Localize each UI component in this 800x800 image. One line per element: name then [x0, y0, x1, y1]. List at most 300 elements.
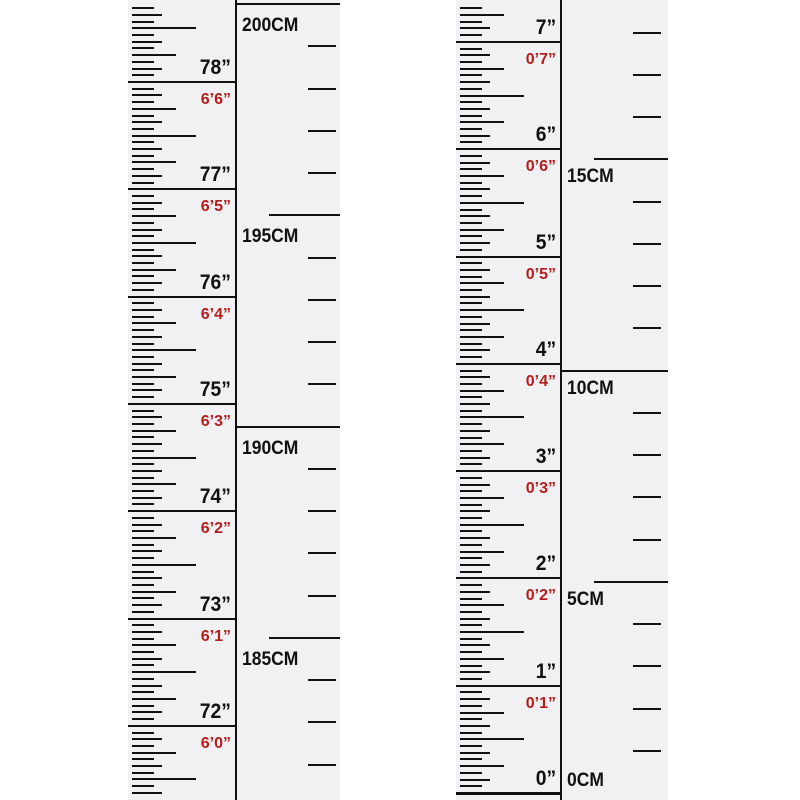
inch-tick — [132, 182, 154, 184]
cm-tick — [633, 243, 661, 245]
inch-tick — [132, 356, 154, 358]
inch-tick — [460, 738, 524, 740]
inch-tick — [132, 282, 162, 284]
inch-tick — [132, 309, 162, 311]
inch-tick — [460, 101, 482, 103]
inch-tick — [460, 302, 482, 304]
inch-tick — [132, 376, 176, 378]
inch-tick — [132, 745, 154, 747]
feet-label: 0’4” — [525, 372, 556, 390]
inch-tick — [460, 276, 482, 278]
inch-tick — [460, 282, 504, 284]
inch-tick — [460, 202, 524, 204]
right-ruler-center-line — [560, 0, 562, 800]
inch-tick — [132, 416, 162, 418]
inch-tick — [132, 571, 154, 573]
inch-tick — [132, 101, 154, 103]
inch-tick — [460, 457, 490, 459]
inch-tick — [460, 504, 482, 506]
zero-baseline — [456, 792, 560, 795]
cm-tick — [633, 454, 661, 456]
cm-major-tick — [269, 214, 340, 216]
inch-tick — [460, 530, 482, 532]
inch-tick — [132, 423, 154, 425]
cm-major-tick — [269, 637, 340, 639]
inch-tick — [460, 732, 482, 734]
inch-tick — [132, 685, 162, 687]
feet-label: 6’3” — [200, 412, 231, 430]
inch-tick — [132, 349, 196, 351]
inch-tick — [132, 517, 154, 519]
inch-tick — [132, 302, 154, 304]
inch-label: 7” — [535, 15, 556, 39]
inch-tick — [460, 624, 482, 626]
inch-tick — [128, 725, 235, 727]
inch-tick — [128, 296, 235, 298]
cm-label: 10CM — [567, 377, 614, 399]
inch-tick — [460, 557, 482, 559]
inch-tick — [132, 443, 162, 445]
inch-tick — [132, 229, 162, 231]
inch-tick — [132, 758, 154, 760]
inch-tick — [460, 168, 482, 170]
inch-tick — [456, 148, 560, 150]
inch-tick — [460, 477, 482, 479]
inch-tick — [132, 255, 162, 257]
inch-tick — [460, 209, 482, 211]
cm-tick — [633, 750, 661, 752]
inch-tick — [132, 108, 176, 110]
inch-tick — [132, 195, 154, 197]
cm-tick — [308, 172, 336, 174]
feet-label: 0’1” — [525, 694, 556, 712]
inch-tick — [460, 356, 482, 358]
inch-tick — [460, 772, 482, 774]
inch-tick — [460, 235, 482, 237]
inch-tick — [132, 792, 162, 794]
inch-tick — [460, 396, 482, 398]
inch-tick — [128, 81, 235, 83]
inch-label: 77” — [199, 163, 231, 187]
inch-tick — [132, 336, 162, 338]
inch-tick — [460, 631, 524, 633]
cm-tick — [633, 327, 661, 329]
inch-tick — [460, 135, 490, 137]
feet-label: 0’7” — [525, 50, 556, 68]
inch-tick — [132, 88, 154, 90]
cm-tick — [633, 201, 661, 203]
inch-tick — [132, 235, 154, 237]
inch-tick — [132, 410, 154, 412]
inch-tick — [132, 503, 154, 505]
inch-tick — [132, 369, 154, 371]
feet-label: 6’5” — [200, 198, 231, 216]
inch-tick — [460, 651, 482, 653]
inch-tick — [460, 658, 504, 660]
inch-tick — [460, 249, 482, 251]
cm-tick — [308, 764, 336, 766]
inch-tick — [132, 54, 176, 56]
cm-tick — [308, 383, 336, 385]
inch-tick — [132, 222, 154, 224]
inch-tick — [132, 564, 196, 566]
inch-tick — [128, 188, 235, 190]
inch-tick — [132, 94, 162, 96]
inch-label: 4” — [535, 337, 556, 361]
inch-tick — [460, 269, 490, 271]
inch-tick — [132, 316, 154, 318]
inch-tick — [460, 21, 482, 23]
inch-tick — [132, 61, 154, 63]
inch-tick — [460, 343, 482, 345]
inch-tick — [460, 564, 490, 566]
inch-tick — [460, 121, 504, 123]
inch-tick — [132, 202, 162, 204]
inch-tick — [460, 484, 490, 486]
inch-tick — [460, 289, 482, 291]
cm-tick — [308, 341, 336, 343]
inch-tick — [460, 551, 504, 553]
cm-tick — [308, 88, 336, 90]
inch-tick — [460, 430, 490, 432]
inch-tick — [132, 524, 162, 526]
inch-tick — [132, 611, 154, 613]
inch-tick — [460, 316, 482, 318]
inch-tick — [132, 765, 162, 767]
feet-label: 6’0” — [200, 734, 231, 752]
inch-tick — [132, 537, 176, 539]
inch-tick — [132, 47, 154, 49]
inch-tick — [460, 349, 490, 351]
inch-tick — [132, 289, 154, 291]
inch-tick — [456, 685, 560, 687]
inch-tick — [132, 631, 162, 633]
inch-tick — [132, 155, 154, 157]
inch-tick — [132, 591, 176, 593]
cm-label: 200CM — [242, 15, 299, 36]
inch-label: 74” — [199, 485, 231, 509]
inch-tick — [132, 208, 154, 210]
cm-label: 0CM — [567, 770, 604, 791]
inch-tick — [460, 437, 482, 439]
inch-tick — [460, 712, 504, 714]
inch-tick — [132, 778, 196, 780]
feet-label: 0’6” — [525, 158, 556, 176]
inch-label: 1” — [535, 659, 556, 683]
inch-tick — [460, 229, 504, 231]
inch-tick — [132, 161, 176, 163]
inch-tick — [132, 497, 162, 499]
inch-tick — [132, 450, 154, 452]
inch-tick — [132, 732, 154, 734]
inch-tick — [132, 34, 154, 36]
inch-tick — [460, 336, 504, 338]
inch-tick — [460, 390, 504, 392]
inch-tick — [132, 396, 154, 398]
inch-tick — [460, 162, 490, 164]
cm-tick — [633, 412, 661, 414]
inch-label: 78” — [199, 56, 231, 79]
inch-tick — [132, 430, 176, 432]
inch-tick — [460, 95, 524, 97]
inch-tick — [460, 141, 482, 143]
inch-tick — [460, 410, 482, 412]
cm-tick — [633, 116, 661, 118]
inch-tick — [460, 591, 490, 593]
inch-label: 5” — [535, 230, 556, 254]
cm-label: 5CM — [567, 588, 604, 610]
cm-tick — [308, 595, 336, 597]
inch-tick — [460, 115, 482, 117]
inch-tick — [460, 81, 490, 83]
inch-tick — [460, 329, 482, 331]
feet-label: 6’4” — [200, 305, 231, 323]
inch-tick — [460, 443, 504, 445]
cm-major-tick — [560, 370, 668, 372]
inch-tick — [460, 611, 482, 613]
inch-tick — [460, 423, 482, 425]
inch-tick — [128, 403, 235, 405]
inch-label: 6” — [535, 123, 556, 147]
inch-tick — [460, 691, 482, 693]
inch-tick — [132, 644, 176, 646]
inch-tick — [460, 262, 482, 264]
inch-tick — [132, 128, 154, 130]
inch-tick — [132, 41, 162, 43]
cm-label: 15CM — [567, 166, 614, 188]
inch-tick — [132, 752, 176, 754]
inch-tick — [460, 765, 504, 767]
inch-tick — [460, 403, 490, 405]
cm-tick — [633, 496, 661, 498]
cm-tick — [308, 468, 336, 470]
right-ruler-strip — [456, 0, 668, 800]
inch-tick — [460, 450, 482, 452]
inch-tick — [456, 470, 560, 472]
cm-tick — [308, 45, 336, 47]
inch-tick — [132, 242, 196, 244]
inch-tick — [460, 416, 524, 418]
cm-tick — [633, 74, 661, 76]
inch-tick — [132, 215, 176, 217]
inch-tick — [460, 537, 490, 539]
cm-tick — [633, 623, 661, 625]
inch-tick — [132, 483, 176, 485]
inch-tick — [132, 624, 154, 626]
inch-tick — [460, 758, 482, 760]
inch-tick — [460, 779, 490, 781]
inch-tick — [460, 584, 482, 586]
inch-label: 2” — [535, 552, 556, 576]
inch-tick — [460, 604, 504, 606]
inch-tick — [132, 168, 154, 170]
inch-tick — [132, 322, 176, 324]
inch-tick — [460, 34, 482, 36]
inch-tick — [460, 752, 490, 754]
inch-tick — [460, 370, 482, 372]
inch-tick — [132, 262, 154, 264]
inch-tick — [132, 557, 154, 559]
cm-label: 185CM — [242, 648, 299, 670]
inch-tick — [132, 115, 154, 117]
inch-tick — [132, 698, 176, 700]
cm-tick — [308, 552, 336, 554]
inch-tick — [460, 665, 482, 667]
inch-label: 3” — [535, 445, 556, 469]
inch-tick — [132, 477, 154, 479]
inch-tick — [460, 705, 482, 707]
cm-tick — [308, 257, 336, 259]
inch-tick — [460, 54, 490, 56]
inch-tick — [460, 222, 482, 224]
inch-tick — [132, 604, 162, 606]
inch-tick — [132, 121, 162, 123]
cm-tick — [308, 721, 336, 723]
inch-tick — [132, 383, 154, 385]
feet-label: 6’1” — [200, 627, 231, 645]
inch-tick — [132, 7, 154, 9]
inch-tick — [132, 678, 154, 680]
inch-tick — [132, 249, 154, 251]
inch-label: 75” — [199, 377, 231, 401]
inch-label: 73” — [199, 592, 231, 616]
inch-tick — [132, 457, 196, 459]
inch-tick — [132, 275, 154, 277]
inch-tick — [132, 550, 162, 552]
inch-tick — [460, 544, 482, 546]
inch-tick — [132, 584, 154, 586]
inch-tick — [132, 772, 154, 774]
cm-label: 195CM — [242, 226, 299, 248]
cm-label: 190CM — [242, 437, 299, 459]
cm-major-tick — [235, 426, 340, 428]
inch-tick — [132, 343, 154, 345]
inch-tick — [456, 577, 560, 579]
inch-tick — [460, 497, 504, 499]
cm-major-tick — [594, 158, 668, 160]
inch-tick — [132, 135, 196, 137]
inch-tick — [132, 597, 154, 599]
cm-tick — [308, 130, 336, 132]
inch-tick — [460, 725, 490, 727]
cm-major-tick — [235, 3, 340, 5]
inch-tick — [460, 74, 482, 76]
inch-tick — [132, 27, 196, 29]
inch-tick — [460, 27, 490, 29]
inch-tick — [460, 155, 482, 157]
inch-tick — [460, 215, 490, 217]
left-ruler-strip — [128, 0, 340, 800]
inch-tick — [132, 544, 154, 546]
cm-tick — [633, 665, 661, 667]
inch-tick — [460, 510, 490, 512]
inch-tick — [460, 698, 490, 700]
inch-tick — [460, 88, 482, 90]
feet-label: 0’3” — [525, 480, 556, 498]
cm-tick — [308, 299, 336, 301]
inch-tick — [456, 363, 560, 365]
cm-major-tick — [594, 581, 668, 583]
inch-tick — [132, 664, 154, 666]
cm-tick — [633, 32, 661, 34]
inch-tick — [460, 524, 524, 526]
inch-tick — [132, 68, 162, 70]
inch-tick — [460, 718, 482, 720]
inch-tick — [460, 188, 490, 190]
inch-tick — [460, 490, 482, 492]
inch-tick — [132, 74, 154, 76]
inch-tick — [460, 175, 504, 177]
inch-tick — [460, 517, 482, 519]
cm-tick — [633, 708, 661, 710]
inch-label: 72” — [199, 699, 231, 723]
inch-tick — [460, 7, 482, 9]
inch-label: 0” — [535, 767, 556, 790]
inch-tick — [132, 691, 154, 693]
inch-tick — [460, 571, 482, 573]
inch-tick — [132, 638, 154, 640]
inch-tick — [460, 376, 490, 378]
inch-tick — [132, 21, 154, 23]
cm-tick — [308, 679, 336, 681]
inch-tick — [460, 644, 490, 646]
cm-tick — [633, 285, 661, 287]
inch-tick — [132, 738, 162, 740]
inch-tick — [132, 705, 154, 707]
inch-tick — [132, 658, 162, 660]
inch-tick — [460, 182, 482, 184]
inch-tick — [460, 618, 490, 620]
inch-tick — [460, 463, 482, 465]
inch-tick — [460, 678, 482, 680]
inch-tick — [460, 195, 482, 197]
inch-tick — [132, 671, 196, 673]
inch-tick — [132, 269, 176, 271]
inch-tick — [132, 470, 162, 472]
inch-tick — [128, 510, 235, 512]
inch-tick — [132, 463, 154, 465]
inch-tick — [460, 323, 490, 325]
inch-tick — [460, 14, 504, 16]
inch-tick — [132, 490, 154, 492]
inch-tick — [460, 671, 490, 673]
inch-tick — [456, 256, 560, 258]
inch-tick — [132, 577, 162, 579]
inch-tick — [460, 242, 490, 244]
inch-tick — [460, 309, 524, 311]
left-ruler-center-line — [235, 0, 237, 800]
cm-tick — [308, 510, 336, 512]
inch-tick — [460, 108, 490, 110]
inch-tick — [132, 363, 162, 365]
inch-tick — [132, 711, 162, 713]
inch-tick — [460, 383, 482, 385]
inch-tick — [460, 785, 482, 787]
inch-tick — [132, 148, 162, 150]
inch-tick — [132, 785, 154, 787]
feet-label: 0’2” — [525, 587, 556, 605]
inch-tick — [132, 175, 162, 177]
inch-tick — [460, 598, 482, 600]
inch-tick — [460, 638, 482, 640]
inch-tick — [132, 436, 154, 438]
inch-tick — [132, 329, 154, 331]
inch-tick — [132, 389, 162, 391]
feet-label: 6’2” — [200, 520, 231, 538]
inch-tick — [460, 128, 482, 130]
inch-tick — [460, 296, 490, 298]
inch-tick — [460, 61, 482, 63]
